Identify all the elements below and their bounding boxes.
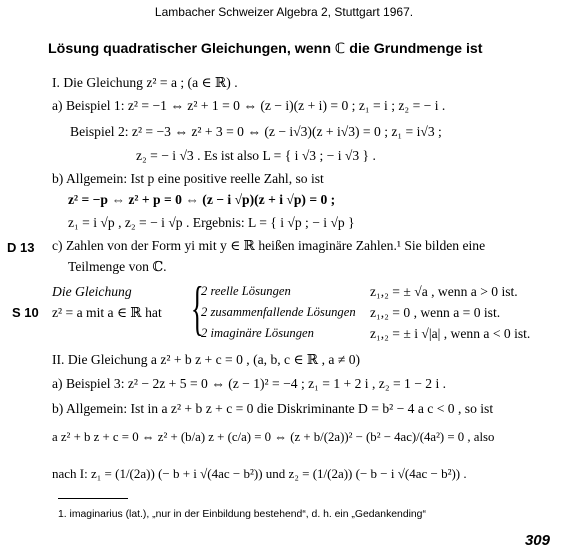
page-heading: Lösung quadratischer Gleichungen, wenn ℂ die Grundmenge ist [48, 41, 483, 57]
general-case-line-2: z² = −p ⇔ z² + p = 0 ⇔ (z − i √p)(z + i √p) = 0 ; [68, 192, 336, 207]
footnote-rule [58, 498, 128, 499]
image-caption: Lambacher Schweizer Algebra 2, Stuttgart 1967. [154, 5, 414, 19]
case-formula: z₁,₂ = ± √a , wenn a > 0 ist. [370, 284, 518, 299]
general-case-line-3: z₁ = i √p , z₂ = − i √p . Ergebnis: L = { i √p ; − i √p } [68, 215, 355, 230]
example-1: a) Beispiel 1: z² = −1 ⇔ z² + 1 = 0 ⇔ (z − i)(z + i) = 0 ; z₁ = i ; z₂ = − i . [52, 98, 446, 113]
example-2-line-1: Beispiel 2: z² = −3 ⇔ z² + 3 = 0 ⇔ (z − i√3)(z + i√3) = 0 ; z₁ = i√3 ; [70, 124, 442, 139]
footnote: 1. imaginarius (lat.), „nur in der Einbildung bestehend“, d. h. ein „Gedankending“ [58, 509, 426, 520]
summary-intro-line-2: z² = a mit a ∈ ℝ hat [52, 305, 162, 320]
case-text: 2 zusammenfallende Lösungen [201, 305, 356, 319]
definition-line-1: c) Zahlen von der Form yi mit y ∈ ℝ heißen imaginäre Zahlen.¹ Sie bilden eine [52, 238, 486, 253]
case-formula: z₁,₂ = ± i √|a| , wenn a < 0 ist. [370, 326, 531, 341]
general-case-line-1: b) Allgemein: Ist p eine positive reelle Zahl, so ist [52, 171, 324, 186]
definition-line-2: Teilmenge von ℂ. [68, 259, 167, 274]
section-2-general-line-2: a z² + b z + c = 0 ⇔ z² + (b/a) z + (c/a) = 0 ⇔ (z + b/(2a))² − (b² − 4ac)/(4a²) = 0 , also [52, 430, 495, 444]
section-2-title: II. Die Gleichung a z² + b z + c = 0 , (a, b, c ∈ ℝ , a ≠ 0) [52, 352, 361, 367]
section-2-general-line-3: nach I: z₁ = (1/(2a)) (− b + i √(4ac − b²)) und z₂ = (1/(2a)) (− b − i √(4ac − b²)) . [52, 466, 467, 481]
case-text: 2 imaginäre Lösungen [201, 326, 314, 340]
side-label-s10: S 10 [12, 305, 39, 320]
case-text: 2 reelle Lösungen [201, 284, 291, 298]
side-label-d13: D 13 [7, 240, 35, 255]
case-formula: z₁,₂ = 0 , wenn a = 0 ist. [370, 305, 501, 320]
example-3: a) Beispiel 3: z² − 2z + 5 = 0 ⇔ (z − 1)² = −4 ; z₁ = 1 + 2 i , z₂ = 1 − 2 i . [52, 376, 447, 391]
section-2-general-line-1: b) Allgemein: Ist in a z² + b z + c = 0 die Diskriminante D = b² − 4 a c < 0 , so ist [52, 401, 494, 416]
summary-intro-line-1: Die Gleichung [52, 284, 132, 299]
page-number: 309 [524, 532, 550, 549]
example-2-line-2: z₂ = − i √3 . Es ist also L = { i √3 ; − i √3 } . [136, 148, 376, 163]
section-1-title: I. Die Gleichung z² = a ; (a ∈ ℝ) . [52, 75, 238, 90]
left-brace: { [190, 275, 204, 341]
